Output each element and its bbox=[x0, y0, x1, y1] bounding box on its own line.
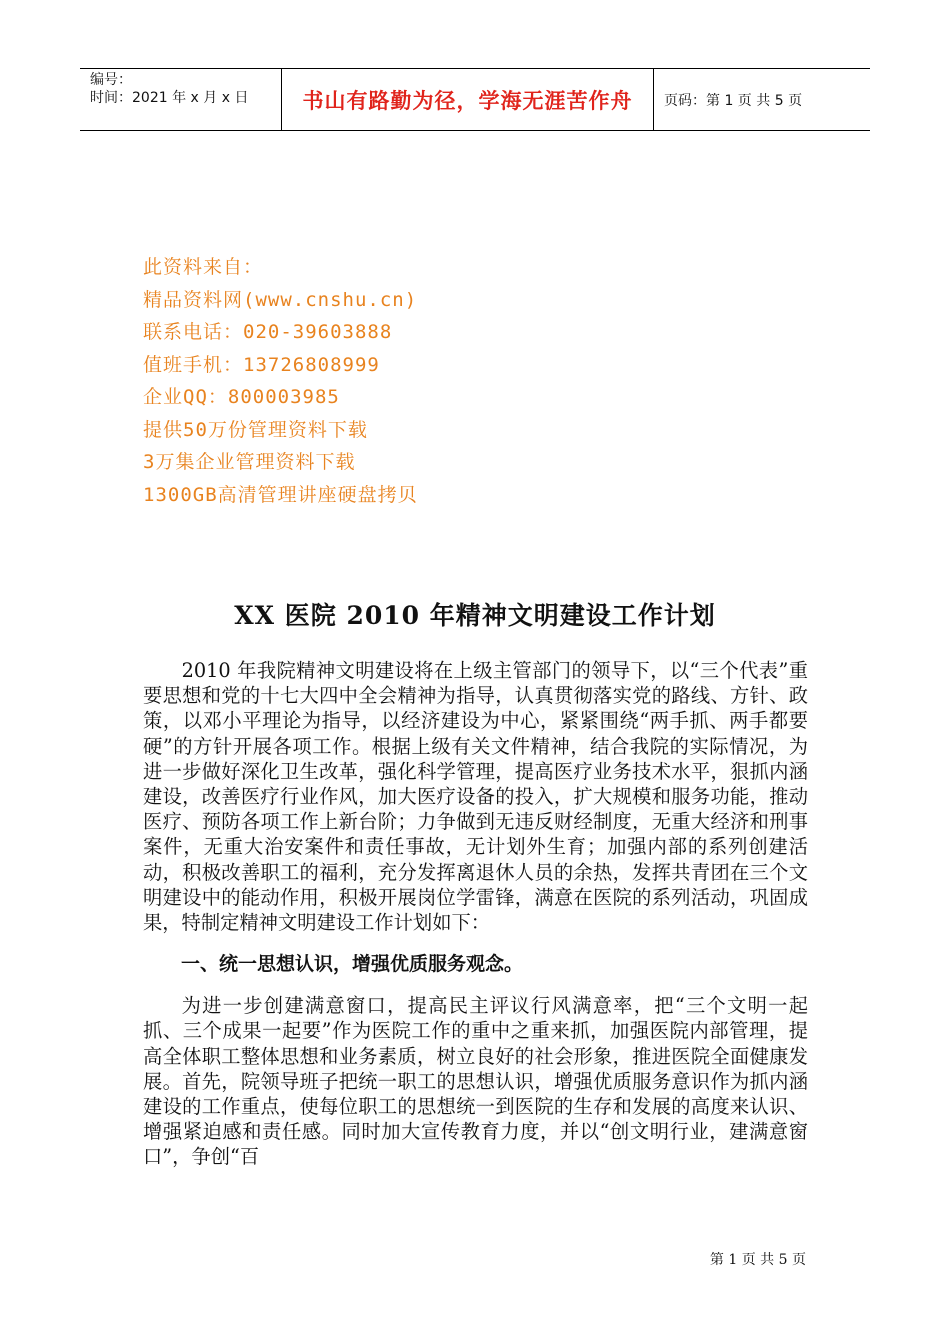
source-line: 提供50万份管理资料下载 bbox=[143, 418, 368, 441]
source-line: 值班手机：13726808999 bbox=[143, 353, 380, 376]
header-meta bbox=[80, 69, 282, 130]
header-motto: 书山有路勤为径，学海无涯苦作舟 bbox=[282, 69, 654, 130]
source-line: 联系电话：020-39603888 bbox=[143, 321, 393, 343]
section-paragraph: 为进一步创建满意窗口，提高民主评议行风满意率，把“三个文明一起抓、三个成果一起要”作为医院工作的重中之重来抓，加强医院内部管理，提高全体职工整体思想和业务素质，树立良好的社会形象，推进医院全面健康发展。首先，院领导班子把统一职工的思想认识，增强优质服务意识作为抓内涵建设的工作重点，使每位职工的思想统一到医院的生存和发展的高度来认识、增强紧迫感和责任感。同时加大宣传教育力度，并以“创文明行业，建满意窗口”，争创“百 bbox=[143, 994, 808, 1169]
source-line: 3万集企业管理资料下载 bbox=[143, 451, 356, 473]
source-line: 精品资料网(www.cnshu.cn) bbox=[143, 288, 418, 311]
source-line: 企业QQ：800003985 bbox=[143, 386, 340, 408]
document-time-label: 时间：2021 年 x 月 x 日 bbox=[90, 90, 249, 106]
document-number-label: 编号： bbox=[90, 72, 132, 88]
section-heading: 一、统一思想认识，增强优质服务观念。 bbox=[181, 953, 524, 976]
page-header bbox=[80, 68, 870, 131]
page-footer: 第 1 页 共 5 页 bbox=[709, 1252, 806, 1268]
document-title: XX 医院 2010 年精神文明建设工作计划 bbox=[234, 601, 716, 630]
intro-paragraph: 2010 年我院精神文明建设将在上级主管部门的领导下，以“三个代表”重要思想和党的十七大四中全会精神为指导，认真贯彻落实党的路线、方针、政策，以邓小平理论为指导，以经济建设为中心，紧紧围绕“两手抓、两手都要硬”的方针开展各项工作。根据上级有关文件精神，结合我院的实际情况，为进一步做好深化卫生改革，强化科学管理，提高医疗业务技术水平，狠抓内涵建设，改善医疗行业作风，加大医疗设备的投入，扩大规模和服务功能，推动医疗、预防各项工作上新台阶；力争做到无违反财经制度，无重大经济和刑事案件，无重大治安案件和责任事故，无计划外生育；加强内部的系列创建活动，积极改善职工的福利，充分发挥离退休人员的余热，发挥共青团在三个文明建设中的能动作用，积极开展岗位学雷锋，满意在医院的系列活动，巩固成果，特制定精神文明建设工作计划如下： bbox=[143, 659, 808, 935]
source-line: 1300GB高清管理讲座硬盘拷贝 bbox=[143, 483, 418, 506]
source-info-block bbox=[143, 251, 418, 511]
document-body bbox=[143, 658, 808, 1170]
source-line: 此资料来自： bbox=[143, 256, 264, 278]
header-page-code: 页码：第 1 页 共 5 页 bbox=[664, 92, 803, 109]
